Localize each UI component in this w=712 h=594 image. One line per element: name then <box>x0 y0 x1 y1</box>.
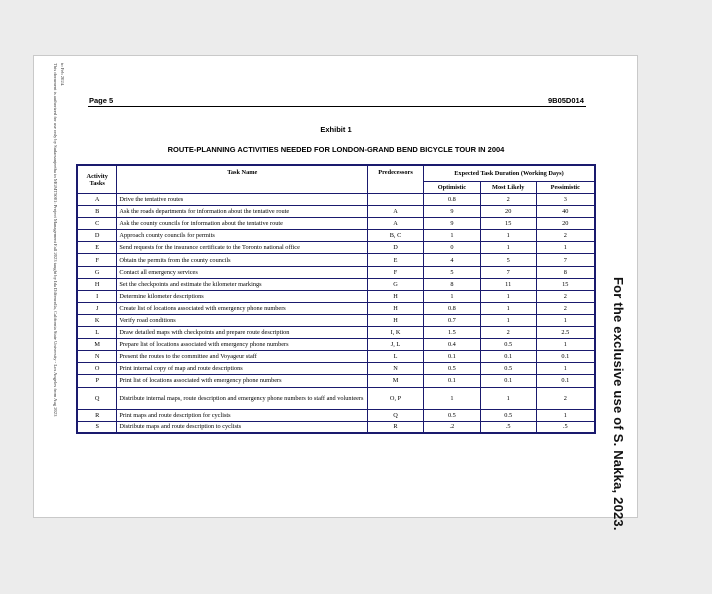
pessimistic-cell: 3 <box>536 194 595 206</box>
predecessors-cell: N <box>368 363 424 375</box>
task-name-cell: Print internal copy of map and route descriptions <box>117 363 368 375</box>
optimistic-cell: 0.8 <box>423 194 480 206</box>
predecessors-cell: J, L <box>368 339 424 351</box>
activity-cell: B <box>77 206 117 218</box>
header-predecessors: Predecessors <box>368 165 424 194</box>
most-likely-cell: 7 <box>480 266 536 278</box>
activity-cell: M <box>77 339 117 351</box>
table-row <box>77 242 595 254</box>
predecessors-cell: O, P <box>368 387 424 409</box>
activity-cell: E <box>77 242 117 254</box>
table-row <box>77 409 595 421</box>
task-name-cell: Contact all emergency services <box>117 266 368 278</box>
table-title: ROUTE-PLANNING ACTIVITIES NEEDED FOR LONDON-GRAND BEND BICYCLE TOUR IN 2004 <box>167 145 505 154</box>
pessimistic-cell: 2.5 <box>536 327 595 339</box>
most-likely-cell: .5 <box>480 421 536 433</box>
table-row <box>77 206 595 218</box>
table-row <box>77 254 595 266</box>
optimistic-cell: 1 <box>423 290 480 302</box>
activity-cell: A <box>77 194 117 206</box>
most-likely-cell: 15 <box>480 218 536 230</box>
pessimistic-cell: 2 <box>536 302 595 314</box>
optimistic-cell: 5 <box>423 266 480 278</box>
predecessors-cell: I, K <box>368 327 424 339</box>
table-row <box>77 351 595 363</box>
table-row <box>77 278 595 290</box>
optimistic-cell: 9 <box>423 206 480 218</box>
predecessors-cell: G <box>368 278 424 290</box>
optimistic-cell: 0.4 <box>423 339 480 351</box>
predecessors-cell: F <box>368 266 424 278</box>
header-activity: Activity Tasks <box>77 165 117 194</box>
task-name-cell: Verify road conditions <box>117 314 368 326</box>
most-likely-cell: 1 <box>480 302 536 314</box>
most-likely-cell: 20 <box>480 206 536 218</box>
pessimistic-cell: 7 <box>536 254 595 266</box>
activity-cell: J <box>77 302 117 314</box>
most-likely-cell: 0.5 <box>480 409 536 421</box>
task-name-cell: Create list of locations associated with emergency phone numbers <box>117 302 368 314</box>
optimistic-cell: 0.5 <box>423 363 480 375</box>
predecessors-cell: B, C <box>368 230 424 242</box>
task-name-cell: Ask the roads departments for information about the tentative route <box>117 206 368 218</box>
predecessors-cell: M <box>368 375 424 387</box>
header-most-likely: Most Likely <box>480 182 536 194</box>
pessimistic-cell: 8 <box>536 266 595 278</box>
optimistic-cell: 4 <box>423 254 480 266</box>
pessimistic-cell: 1 <box>536 242 595 254</box>
most-likely-cell: 1 <box>480 387 536 409</box>
optimistic-cell: .2 <box>423 421 480 433</box>
table-row <box>77 339 595 351</box>
predecessors-cell: A <box>368 206 424 218</box>
activity-cell: C <box>77 218 117 230</box>
activity-cell: G <box>77 266 117 278</box>
table-row <box>77 290 595 302</box>
table-body <box>77 194 595 434</box>
most-likely-cell: 5 <box>480 254 536 266</box>
pessimistic-cell: .5 <box>536 421 595 433</box>
predecessors-cell: R <box>368 421 424 433</box>
most-likely-cell: 1 <box>480 230 536 242</box>
activity-cell: O <box>77 363 117 375</box>
pessimistic-cell: 40 <box>536 206 595 218</box>
activity-cell: I <box>77 290 117 302</box>
most-likely-cell: 1 <box>480 290 536 302</box>
activity-cell: D <box>77 230 117 242</box>
task-name-cell: Draw detailed maps with checkpoints and prepare route description <box>117 327 368 339</box>
activity-cell: Q <box>77 387 117 409</box>
pessimistic-cell: 1 <box>536 409 595 421</box>
most-likely-cell: 0.5 <box>480 339 536 351</box>
optimistic-cell: 8 <box>423 278 480 290</box>
table-row <box>77 421 595 433</box>
pessimistic-cell: 1 <box>536 363 595 375</box>
table-row <box>77 327 595 339</box>
activity-cell: F <box>77 254 117 266</box>
task-name-cell: Drive the tentative routes <box>117 194 368 206</box>
document-code: 9B05D014 <box>548 96 584 105</box>
header-optimistic: Optimistic <box>423 182 480 194</box>
task-name-cell: Print list of locations associated with emergency phone numbers <box>117 375 368 387</box>
optimistic-cell: 0.7 <box>423 314 480 326</box>
most-likely-cell: 0.1 <box>480 375 536 387</box>
pessimistic-cell: 2 <box>536 230 595 242</box>
pessimistic-cell: 20 <box>536 218 595 230</box>
table-row <box>77 302 595 314</box>
optimistic-cell: 9 <box>423 218 480 230</box>
table-row <box>77 375 595 387</box>
most-likely-cell: 0.5 <box>480 363 536 375</box>
pessimistic-cell: 2 <box>536 290 595 302</box>
optimistic-cell: 0.1 <box>423 375 480 387</box>
header-expected-duration: Expected Task Duration (Working Days) <box>423 165 595 182</box>
task-name-cell: Approach county councils for permits <box>117 230 368 242</box>
pessimistic-cell: 1 <box>536 314 595 326</box>
pessimistic-cell: 0.1 <box>536 375 595 387</box>
task-name-cell: Send requests for the insurance certificate to the Toronto national office <box>117 242 368 254</box>
most-likely-cell: 2 <box>480 327 536 339</box>
table-row <box>77 314 595 326</box>
table-row <box>77 218 595 230</box>
predecessors-cell: Q <box>368 409 424 421</box>
activities-table <box>76 164 596 434</box>
optimistic-cell: 0.5 <box>423 409 480 421</box>
activity-cell: H <box>77 278 117 290</box>
task-name-cell: Set the checkpoints and estimate the kilometer markings <box>117 278 368 290</box>
optimistic-cell: 0.8 <box>423 302 480 314</box>
task-name-cell: Prepare list of locations associated with emergency phone numbers <box>117 339 368 351</box>
table-row <box>77 194 595 206</box>
most-likely-cell: 2 <box>480 194 536 206</box>
task-name-cell: Present the routes to the committee and Voyageur staff <box>117 351 368 363</box>
header-divider <box>88 106 586 107</box>
activity-cell: P <box>77 375 117 387</box>
table-row <box>77 230 595 242</box>
task-name-cell: Distribute internal maps, route description and emergency phone numbers to staff and volunteers <box>117 387 368 409</box>
predecessors-cell: H <box>368 290 424 302</box>
optimistic-cell: 1.5 <box>423 327 480 339</box>
predecessors-cell: A <box>368 218 424 230</box>
license-notice-line-1: This document is authorized for use only by Sudarsanjeetha in MGMT5001: Project Management Fall 2023 taught by Ida Dilfencolla, California State University - Los Angeles from Aug 2023 <box>53 63 58 417</box>
most-likely-cell: 1 <box>480 242 536 254</box>
task-name-cell: Determine kilometer descriptions <box>117 290 368 302</box>
predecessors-cell: E <box>368 254 424 266</box>
header-task-name: Task Name <box>117 165 368 194</box>
table-row <box>77 387 595 409</box>
predecessors-cell <box>368 194 424 206</box>
task-name-cell: Print maps and route description for cyclists <box>117 409 368 421</box>
activity-cell: R <box>77 409 117 421</box>
table-row <box>77 266 595 278</box>
header-pessimistic: Pessimistic <box>536 182 595 194</box>
task-name-cell: Distribute maps and route description to cyclists <box>117 421 368 433</box>
page-number: Page 5 <box>89 96 114 105</box>
task-name-cell: Obtain the permits from the county councils <box>117 254 368 266</box>
optimistic-cell: 1 <box>423 230 480 242</box>
pessimistic-cell: 2 <box>536 387 595 409</box>
table-row <box>77 363 595 375</box>
predecessors-cell: H <box>368 302 424 314</box>
most-likely-cell: 11 <box>480 278 536 290</box>
pessimistic-cell: 1 <box>536 339 595 351</box>
task-name-cell: Ask the county councils for information about the tentative route <box>117 218 368 230</box>
predecessors-cell: H <box>368 314 424 326</box>
exclusive-use-watermark: For the exclusive use of S. Nakka, 2023. <box>611 277 626 531</box>
activity-cell: L <box>77 327 117 339</box>
activity-cell: S <box>77 421 117 433</box>
most-likely-cell: 1 <box>480 314 536 326</box>
most-likely-cell: 0.1 <box>480 351 536 363</box>
activity-cell: K <box>77 314 117 326</box>
optimistic-cell: 0.1 <box>423 351 480 363</box>
predecessors-cell: L <box>368 351 424 363</box>
license-notice-line-2: to Feb 2024. <box>60 63 65 87</box>
exhibit-label: Exhibit 1 <box>320 125 352 134</box>
predecessors-cell: D <box>368 242 424 254</box>
pessimistic-cell: 0.1 <box>536 351 595 363</box>
optimistic-cell: 0 <box>423 242 480 254</box>
pessimistic-cell: 15 <box>536 278 595 290</box>
optimistic-cell: 1 <box>423 387 480 409</box>
activity-cell: N <box>77 351 117 363</box>
